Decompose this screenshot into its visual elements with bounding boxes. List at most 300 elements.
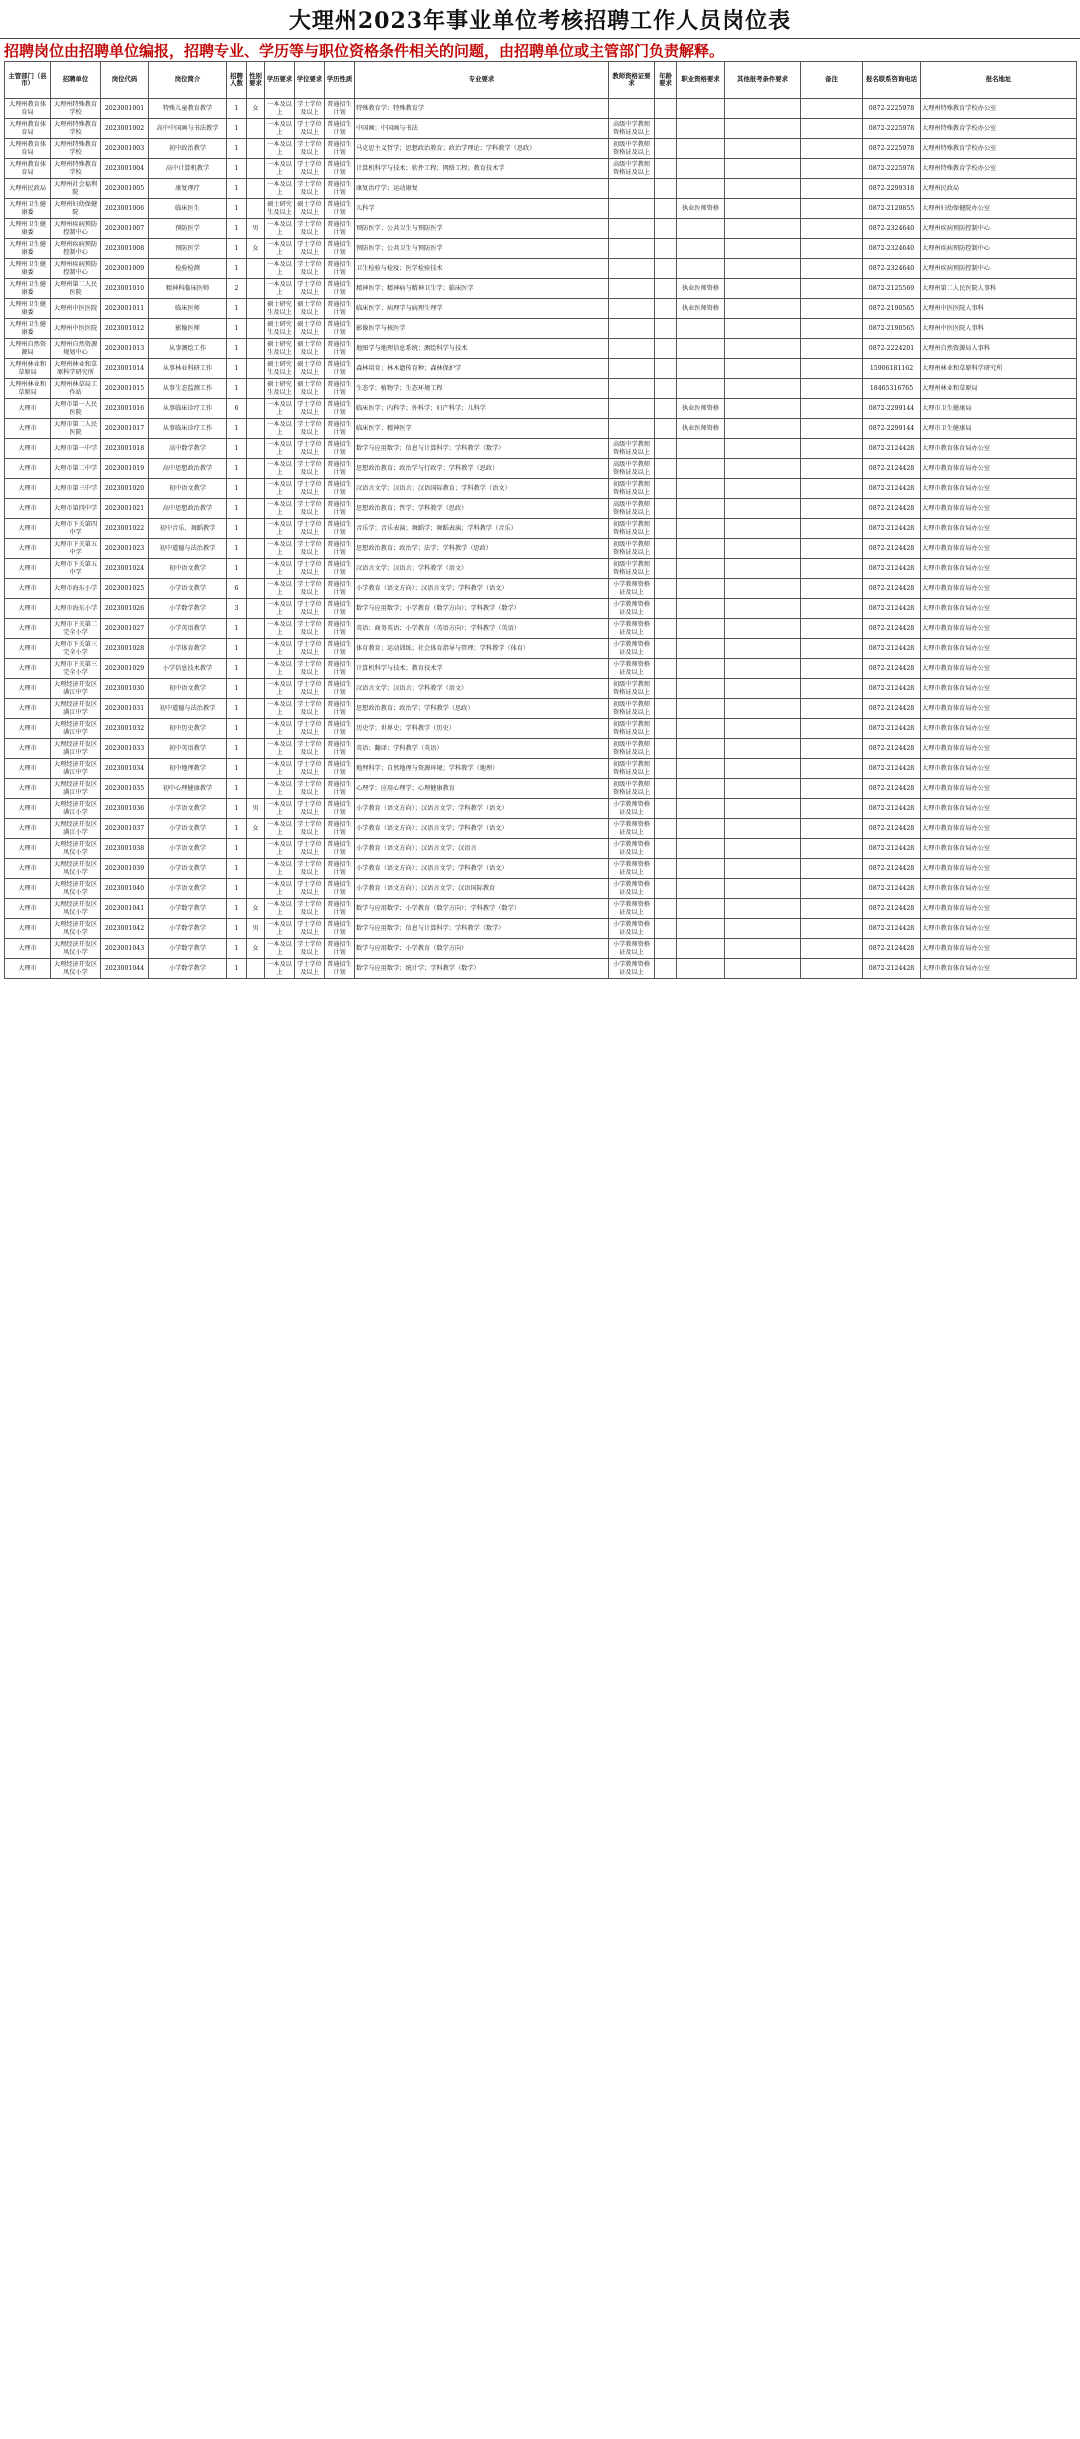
table-cell <box>725 139 801 159</box>
table-cell: 大理市 <box>5 539 51 559</box>
table-cell: 普通招生计划 <box>325 99 355 119</box>
table-cell: 1 <box>227 359 247 379</box>
table-cell: 大理州自然资源规划中心 <box>51 339 101 359</box>
table-cell: 一本及以上 <box>265 879 295 899</box>
table-cell <box>677 859 725 879</box>
table-cell: 2023001032 <box>101 719 149 739</box>
table-row <box>5 819 1077 839</box>
table-cell: 大理市 <box>5 779 51 799</box>
table-cell <box>801 139 863 159</box>
table-cell: 普通招生计划 <box>325 959 355 979</box>
table-cell: 学士学位及以上 <box>295 179 325 199</box>
table-cell <box>247 439 265 459</box>
table-cell: 一本及以上 <box>265 439 295 459</box>
table-cell: 大理市 <box>5 499 51 519</box>
table-cell: 普通招生计划 <box>325 559 355 579</box>
table-cell: 2023001019 <box>101 459 149 479</box>
table-cell: 大理州特殊教育学校 <box>51 139 101 159</box>
table-cell: 临床医生 <box>149 199 227 219</box>
table-cell <box>655 439 677 459</box>
table-cell: 小学教育（语文方向）；汉语言文学；学科教学（语文） <box>355 579 609 599</box>
table-cell <box>725 279 801 299</box>
table-cell: 大理经济开发区凤仪小学 <box>51 879 101 899</box>
table-cell: 大理州自然资源局 <box>5 339 51 359</box>
table-cell: 普通招生计划 <box>325 239 355 259</box>
table-row <box>5 959 1077 979</box>
table-cell: 大理州特殊教育学校 <box>51 119 101 139</box>
table-cell: 小学教师资格证及以上 <box>609 899 655 919</box>
table-cell: 2023001005 <box>101 179 149 199</box>
table-cell: 大理市教育体育局办公室 <box>921 799 1077 819</box>
table-cell: 0872-2124428 <box>863 939 921 959</box>
table-cell: 小学语文教学 <box>149 579 227 599</box>
table-cell <box>655 739 677 759</box>
table-cell: 一本及以上 <box>265 719 295 739</box>
table-cell <box>725 799 801 819</box>
table-cell: 大理经济开发区满江中学 <box>51 719 101 739</box>
table-cell <box>655 939 677 959</box>
table-cell <box>725 159 801 179</box>
table-cell: 2023001018 <box>101 439 149 459</box>
table-cell: 大理经济开发区凤仪小学 <box>51 939 101 959</box>
table-cell: 0872-2124428 <box>863 579 921 599</box>
table-cell: 1 <box>227 419 247 439</box>
table-cell: 普通招生计划 <box>325 839 355 859</box>
table-cell <box>655 599 677 619</box>
table-cell <box>677 919 725 939</box>
table-cell: 硕士学位及以上 <box>295 299 325 319</box>
table-cell: 森林培育；林木遗传育种；森林保护学 <box>355 359 609 379</box>
table-cell: 女 <box>247 239 265 259</box>
table-cell: 2023001024 <box>101 559 149 579</box>
table-cell: 2023001021 <box>101 499 149 519</box>
table-cell <box>247 519 265 539</box>
table-row <box>5 499 1077 519</box>
table-cell: 普通招生计划 <box>325 539 355 559</box>
table-cell <box>801 159 863 179</box>
column-header: 报名地址 <box>921 62 1077 99</box>
table-cell: 一本及以上 <box>265 659 295 679</box>
table-cell: 大理市 <box>5 819 51 839</box>
table-cell <box>677 459 725 479</box>
table-cell: 大理市 <box>5 739 51 759</box>
table-cell: 一本及以上 <box>265 159 295 179</box>
table-cell: 历史学；世界史；学科教学（历史） <box>355 719 609 739</box>
table-cell: 一本及以上 <box>265 279 295 299</box>
table-cell: 6 <box>227 579 247 599</box>
table-cell: 2023001025 <box>101 579 149 599</box>
table-row <box>5 859 1077 879</box>
table-cell: 2023001020 <box>101 479 149 499</box>
table-cell <box>655 839 677 859</box>
table-cell: 普通招生计划 <box>325 159 355 179</box>
table-cell: 初中语文教学 <box>149 679 227 699</box>
table-cell <box>725 499 801 519</box>
table-cell: 大理市教育体育局办公室 <box>921 539 1077 559</box>
table-cell <box>725 759 801 779</box>
table-cell: 高级中学教师资格证及以上 <box>609 499 655 519</box>
table-cell: 0872-2124428 <box>863 959 921 979</box>
table-row <box>5 879 1077 899</box>
table-cell: 大理州教育体育局 <box>5 99 51 119</box>
table-cell: 普通招生计划 <box>325 259 355 279</box>
table-cell <box>655 659 677 679</box>
table-cell <box>655 639 677 659</box>
table-cell <box>725 339 801 359</box>
table-cell: 普通招生计划 <box>325 339 355 359</box>
table-cell: 0872-2124428 <box>863 539 921 559</box>
table-cell <box>801 519 863 539</box>
table-cell: 大理市 <box>5 559 51 579</box>
table-row <box>5 939 1077 959</box>
table-row <box>5 639 1077 659</box>
table-cell: 大理市 <box>5 919 51 939</box>
table-cell <box>655 539 677 559</box>
table-cell: 2023001007 <box>101 219 149 239</box>
table-cell: 1 <box>227 259 247 279</box>
table-cell: 初中语文教学 <box>149 559 227 579</box>
table-cell: 小学教师资格证及以上 <box>609 619 655 639</box>
table-cell: 硕士研究生及以上 <box>265 339 295 359</box>
table-cell: 大理经济开发区凤仪小学 <box>51 899 101 919</box>
table-cell: 学士学位及以上 <box>295 119 325 139</box>
table-cell <box>247 139 265 159</box>
table-cell: 大理市教育体育局办公室 <box>921 719 1077 739</box>
table-cell: 2023001003 <box>101 139 149 159</box>
table-cell <box>725 679 801 699</box>
table-cell: 大理市教育体育局办公室 <box>921 819 1077 839</box>
column-header: 年龄要求 <box>655 62 677 99</box>
table-cell: 大理州中医医院人事科 <box>921 299 1077 319</box>
table-cell <box>725 739 801 759</box>
table-cell <box>655 459 677 479</box>
table-cell <box>677 119 725 139</box>
table-cell: 2023001036 <box>101 799 149 819</box>
table-cell: 2023001041 <box>101 899 149 919</box>
table-cell: 大理州林业和草原科学研究所 <box>921 359 1077 379</box>
table-cell: 小学教师资格证及以上 <box>609 799 655 819</box>
table-cell <box>609 419 655 439</box>
table-cell: 小学数学教学 <box>149 599 227 619</box>
table-cell: 普通招生计划 <box>325 219 355 239</box>
table-cell <box>801 499 863 519</box>
table-cell: 一本及以上 <box>265 559 295 579</box>
table-cell: 普通招生计划 <box>325 659 355 679</box>
table-cell: 大理州疾病预防控制中心 <box>921 219 1077 239</box>
table-cell: 大理市下关第五中学 <box>51 539 101 559</box>
table-cell: 普通招生计划 <box>325 779 355 799</box>
table-cell <box>609 219 655 239</box>
table-cell <box>725 939 801 959</box>
table-cell: 2023001001 <box>101 99 149 119</box>
table-cell: 大理经济开发区凤仪小学 <box>51 839 101 859</box>
table-cell <box>655 159 677 179</box>
table-cell <box>677 339 725 359</box>
table-cell <box>801 379 863 399</box>
table-cell <box>801 259 863 279</box>
table-cell: 学士学位及以上 <box>295 919 325 939</box>
table-cell <box>247 759 265 779</box>
table-cell <box>609 279 655 299</box>
table-cell: 2023001017 <box>101 419 149 439</box>
table-cell: 一本及以上 <box>265 99 295 119</box>
table-cell: 初级中学教师资格证及以上 <box>609 719 655 739</box>
table-cell: 1 <box>227 719 247 739</box>
table-cell <box>655 859 677 879</box>
table-cell: 小学教育（语文方向）；汉语言文学；学科教学（语文） <box>355 859 609 879</box>
table-cell <box>677 99 725 119</box>
table-cell: 0872-2124428 <box>863 879 921 899</box>
table-cell: 大理市 <box>5 799 51 819</box>
table-cell: 学士学位及以上 <box>295 779 325 799</box>
notice-banner: 招聘岗位由招聘单位编报，招聘专业、学历等与职位资格条件相关的问题，由招聘单位或主管部门负责解释。 <box>0 38 1080 61</box>
table-cell: 小学教师资格证及以上 <box>609 659 655 679</box>
table-cell <box>725 319 801 339</box>
table-cell: 普通招生计划 <box>325 919 355 939</box>
table-cell <box>247 199 265 219</box>
table-cell <box>247 739 265 759</box>
table-cell <box>655 479 677 499</box>
table-cell: 男 <box>247 799 265 819</box>
table-cell <box>725 259 801 279</box>
table-cell <box>801 939 863 959</box>
table-cell: 一本及以上 <box>265 599 295 619</box>
table-cell: 普通招生计划 <box>325 619 355 639</box>
table-cell: 学士学位及以上 <box>295 699 325 719</box>
table-cell: 小学语文教学 <box>149 819 227 839</box>
table-header-row <box>5 62 1077 99</box>
table-cell <box>725 639 801 659</box>
table-cell: 大理州疾病预防控制中心 <box>51 219 101 239</box>
table-cell: 小学教师资格证及以上 <box>609 579 655 599</box>
table-cell: 1 <box>227 959 247 979</box>
table-cell <box>725 479 801 499</box>
table-cell <box>677 179 725 199</box>
table-cell <box>725 179 801 199</box>
table-cell: 2023001012 <box>101 319 149 339</box>
table-cell: 大理州第二人民医院 <box>51 279 101 299</box>
table-cell: 学士学位及以上 <box>295 539 325 559</box>
table-cell <box>247 319 265 339</box>
table-cell <box>655 819 677 839</box>
table-cell: 1 <box>227 739 247 759</box>
table-cell: 大理市 <box>5 479 51 499</box>
table-cell <box>725 579 801 599</box>
table-cell: 一本及以上 <box>265 639 295 659</box>
table-cell: 2023001035 <box>101 779 149 799</box>
table-cell: 0872-2224201 <box>863 339 921 359</box>
table-cell: 大理市教育体育局办公室 <box>921 899 1077 919</box>
table-cell: 初中道德与法治教学 <box>149 699 227 719</box>
table-cell: 大理市教育体育局办公室 <box>921 699 1077 719</box>
table-cell: 一本及以上 <box>265 919 295 939</box>
table-cell: 普通招生计划 <box>325 279 355 299</box>
table-cell: 普通招生计划 <box>325 579 355 599</box>
table-cell: 0872-2124428 <box>863 499 921 519</box>
table-cell: 大理经济开发区凤仪小学 <box>51 959 101 979</box>
table-cell <box>655 779 677 799</box>
table-cell <box>655 279 677 299</box>
table-row <box>5 299 1077 319</box>
table-cell: 大理市 <box>5 439 51 459</box>
table-cell: 大理市下关第三完全小学 <box>51 639 101 659</box>
table-cell: 普通招生计划 <box>325 459 355 479</box>
table-cell: 1 <box>227 899 247 919</box>
table-cell <box>655 559 677 579</box>
table-cell: 1 <box>227 179 247 199</box>
table-cell: 大理市教育体育局办公室 <box>921 499 1077 519</box>
column-header: 专业要求 <box>355 62 609 99</box>
table-cell: 大理市教育体育局办公室 <box>921 559 1077 579</box>
table-cell: 计算机科学与技术；教育技术学 <box>355 659 609 679</box>
column-header: 主管部门（县市） <box>5 62 51 99</box>
table-cell <box>725 779 801 799</box>
table-cell <box>677 659 725 679</box>
table-cell: 影像医学与核医学 <box>355 319 609 339</box>
table-cell: 一本及以上 <box>265 859 295 879</box>
table-cell <box>247 779 265 799</box>
table-cell: 数学与应用数学；信息与计算科学；学科教学（数学） <box>355 439 609 459</box>
table-cell: 初中心理健康教学 <box>149 779 227 799</box>
table-cell: 思想政治教育；政治学与行政学；学科教学（思政） <box>355 459 609 479</box>
table-cell: 普通招生计划 <box>325 119 355 139</box>
table-cell: 预防医学；公共卫生与预防医学 <box>355 219 609 239</box>
table-cell: 大理市下关第三完全小学 <box>51 659 101 679</box>
table-cell <box>677 779 725 799</box>
table-cell: 大理市第三中学 <box>51 479 101 499</box>
table-cell: 大理州第二人民医院人事科 <box>921 279 1077 299</box>
table-cell: 初中历史教学 <box>149 719 227 739</box>
table-cell <box>655 499 677 519</box>
table-cell: 学士学位及以上 <box>295 259 325 279</box>
table-row <box>5 579 1077 599</box>
table-cell: 普通招生计划 <box>325 879 355 899</box>
table-cell: 大理州卫生健康委 <box>5 299 51 319</box>
table-cell: 一本及以上 <box>265 219 295 239</box>
table-cell <box>801 339 863 359</box>
table-cell: 0872-2299144 <box>863 399 921 419</box>
table-cell: 学士学位及以上 <box>295 679 325 699</box>
table-cell: 大理市卫生健康局 <box>921 419 1077 439</box>
table-cell: 2023001022 <box>101 519 149 539</box>
table-cell: 1 <box>227 759 247 779</box>
table-cell <box>677 139 725 159</box>
table-cell: 学士学位及以上 <box>295 399 325 419</box>
table-cell: 硕士学位及以上 <box>295 319 325 339</box>
table-cell: 初中地理教学 <box>149 759 227 779</box>
table-cell: 学士学位及以上 <box>295 599 325 619</box>
table-cell: 大理州民政局 <box>5 179 51 199</box>
table-cell <box>655 199 677 219</box>
table-cell: 初级中学教师资格证及以上 <box>609 699 655 719</box>
table-cell: 小学教师资格证及以上 <box>609 919 655 939</box>
table-cell: 0872-2124428 <box>863 859 921 879</box>
table-cell <box>725 919 801 939</box>
table-cell <box>677 319 725 339</box>
positions-table <box>4 61 1077 979</box>
table-cell: 0872-2129855 <box>863 199 921 219</box>
column-header: 其他报考条件要求 <box>725 62 801 99</box>
table-cell: 0872-2124428 <box>863 899 921 919</box>
table-cell: 一本及以上 <box>265 959 295 979</box>
table-cell: 普通招生计划 <box>325 499 355 519</box>
table-cell: 大理州卫生健康委 <box>5 239 51 259</box>
table-cell <box>677 159 725 179</box>
table-cell: 学士学位及以上 <box>295 619 325 639</box>
table-cell: 从事临床诊疗工作 <box>149 399 227 419</box>
table-cell: 一本及以上 <box>265 839 295 859</box>
table-cell <box>247 639 265 659</box>
table-cell: 小学教师资格证及以上 <box>609 939 655 959</box>
table-cell: 大理市 <box>5 399 51 419</box>
table-row <box>5 759 1077 779</box>
table-cell: 初中英语教学 <box>149 739 227 759</box>
table-cell: 精神医学；精神病与精神卫生学；临床医学 <box>355 279 609 299</box>
table-row <box>5 519 1077 539</box>
column-header: 招聘单位 <box>51 62 101 99</box>
table-cell: 0872-2225978 <box>863 99 921 119</box>
table-cell: 小学教师资格证及以上 <box>609 819 655 839</box>
table-cell: 0872-2124428 <box>863 799 921 819</box>
table-cell <box>677 619 725 639</box>
table-cell <box>609 259 655 279</box>
table-cell: 小学教育（语文方向）；汉语言文学；学科教学（语文） <box>355 799 609 819</box>
table-cell <box>725 539 801 559</box>
table-cell <box>247 179 265 199</box>
table-row <box>5 379 1077 399</box>
table-cell: 小学教育（语文方向）；汉语言文学；汉语言 <box>355 839 609 859</box>
table-cell: 0872-2124428 <box>863 559 921 579</box>
table-cell: 普通招生计划 <box>325 699 355 719</box>
table-cell: 大理州疾病预防控制中心 <box>51 259 101 279</box>
table-cell: 1 <box>227 319 247 339</box>
table-cell: 高级中学教师资格证及以上 <box>609 119 655 139</box>
table-cell: 大理市 <box>5 959 51 979</box>
table-cell: 学士学位及以上 <box>295 859 325 879</box>
table-cell <box>677 939 725 959</box>
table-cell: 1 <box>227 879 247 899</box>
table-cell: 初级中学教师资格证及以上 <box>609 559 655 579</box>
table-cell: 0872-2124428 <box>863 659 921 679</box>
table-cell: 0872-2124428 <box>863 619 921 639</box>
table-cell: 大理经济开发区满江中学 <box>51 679 101 699</box>
table-row <box>5 199 1077 219</box>
table-cell: 一本及以上 <box>265 179 295 199</box>
table-cell: 从事林业科研工作 <box>149 359 227 379</box>
table-cell: 普通招生计划 <box>325 719 355 739</box>
table-cell <box>247 499 265 519</box>
table-cell: 汉语言文学；汉语言；学科教学（语文） <box>355 679 609 699</box>
table-cell: 一本及以上 <box>265 699 295 719</box>
table-cell: 大理州林业和草原局 <box>921 379 1077 399</box>
column-header: 学位要求 <box>295 62 325 99</box>
table-cell: 学士学位及以上 <box>295 899 325 919</box>
table-cell: 马克思主义哲学；思想政治教育；政治学理论；学科教学（思政） <box>355 139 609 159</box>
table-cell: 普通招生计划 <box>325 679 355 699</box>
table-cell <box>247 619 265 639</box>
table-cell <box>609 339 655 359</box>
table-cell <box>801 879 863 899</box>
table-cell: 大理市海东小学 <box>51 579 101 599</box>
table-cell: 一本及以上 <box>265 939 295 959</box>
table-cell: 学士学位及以上 <box>295 959 325 979</box>
table-cell: 汉语言文学；汉语言；汉语国际教育；学科教学（语文） <box>355 479 609 499</box>
table-cell: 学士学位及以上 <box>295 939 325 959</box>
table-cell: 大理州疾病预防控制中心 <box>51 239 101 259</box>
table-cell: 2023001023 <box>101 539 149 559</box>
table-cell: 普通招生计划 <box>325 739 355 759</box>
table-cell: 临床医学；精神医学 <box>355 419 609 439</box>
